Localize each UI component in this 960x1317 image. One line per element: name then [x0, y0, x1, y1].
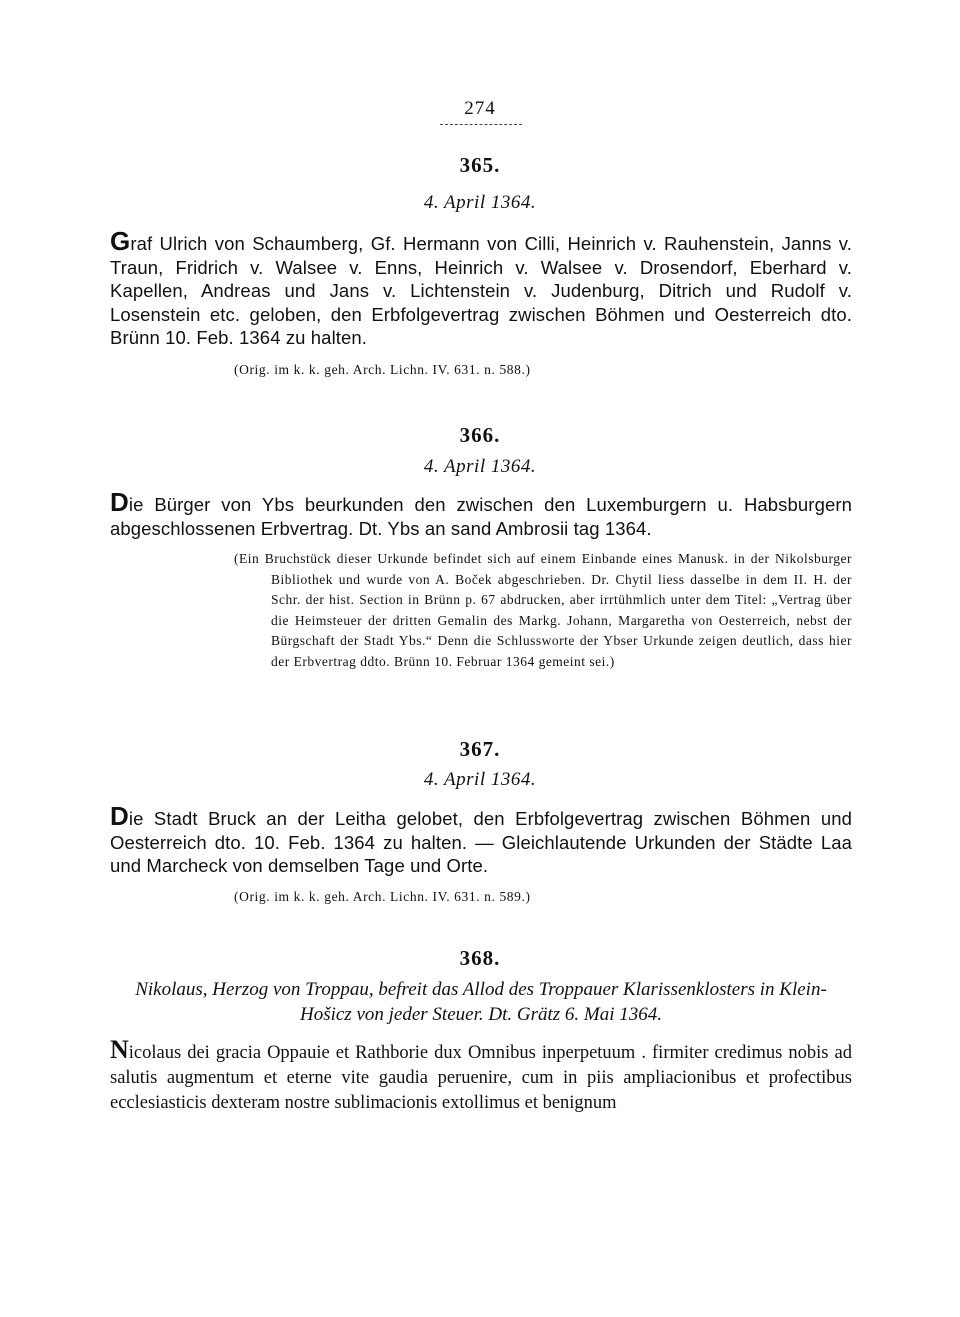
dropcap: D: [110, 801, 129, 831]
source-note-366: [234, 549, 852, 672]
entry-number-367: 367.: [459, 737, 501, 761]
entry-number-366: 366.: [459, 423, 501, 447]
entry-number-365: 365.: [459, 153, 501, 177]
page-number-rule: [440, 124, 522, 125]
page-number: 274: [464, 98, 496, 119]
entry-text-body: ie Stadt Bruck an der Leitha gelobet, den Erbfolgevertrag zwischen Böhmen und Oesterreich dto. 10. Feb. 1364 zu halten. — Gleichlautende Urkunden der Städte Laa und Marcheck von demselben Tage und Orte.: [110, 808, 852, 876]
source-note-365: (Orig. im k. k. geh. Arch. Lichn. IV. 631. n. 588.): [234, 362, 531, 377]
entry-date-365: 4. April 1364.: [423, 192, 537, 213]
entry-heading-368: Nikolaus, Herzog von Troppau, befreit das Allod des Troppauer Klarissenklosters in Klein-Hošicz von jeder Steuer. Dt. Grätz 6. Mai 1364.: [135, 979, 827, 1025]
entry-text-body: icolaus dei gracia Oppauie et Rathborie dux Omnibus inperpetuum . firmiter credimus nobis ad salutis augmentum et eterne vite gaudia peruenire, cum in piis ampliacionibus et profectibus ecclesiasticis dexteram nostre sublimacionis extollimus et benignum: [110, 1043, 852, 1113]
source-note-367: (Orig. im k. k. geh. Arch. Lichn. IV. 631. n. 589.): [234, 889, 531, 904]
entry-text-368: [110, 1035, 852, 1116]
entry-date-366: 4. April 1364.: [423, 456, 537, 477]
dropcap: N: [110, 1035, 129, 1064]
note-open-paren: (Ein: [234, 551, 260, 566]
entry-text-366: [110, 487, 852, 540]
dropcap: G: [110, 226, 131, 256]
entry-text-365: [110, 226, 852, 350]
entry-date-367: 4. April 1364.: [423, 769, 537, 790]
entry-text-body: raf Ulrich von Schaumberg, Gf. Hermann von Cilli, Heinrich v. Rauhenstein, Janns v. Traun, Fridrich v. Walsee v. Enns, Heinrich v. Walsee v. Drosendorf, Eberhard v. Kapellen, Andreas und Jans v. Lichtenstein v. Judenburg, Ditrich und Rudolf v. Losenstein etc. geloben, den Erbfolgevertrag zwischen Böhmen und Oesterreich dto. Brünn 10. Feb. 1364 zu halten.: [110, 233, 852, 348]
entry-number-368: 368.: [459, 946, 501, 970]
entry-text-body: ie Bürger von Ybs beurkunden den zwischen den Luxemburgern u. Habsburgern abgeschlossenen Erbvertrag. Dt. Ybs an sand Ambrosii tag 1364.: [110, 494, 852, 539]
note-body: Bruchstück dieser Urkunde befindet sich auf einem Einbande eines Manusk. in der Nikolsburger Bibliothek und wurde von A. Boček abgeschrieben. Dr. Chytil liess dasselbe in dem II. H. der Schr. der hist. Section in Brünn p. 67 abdrucken, aber irrtühmlich unter dem Titel: „Vertrag über die Heimsteuer der dritten Gemalin des Markg. Johann, Margaretha von Oesterreich, nebst der Bürgschaft der Stadt Ybs.“ Denn die Schlussworte der Ybser Urkunde zeigen deutlich, dass hier der Erbvertrag ddto. Brünn 10. Februar 1364 gemeint sei.): [264, 551, 852, 669]
dropcap: D: [110, 487, 129, 517]
entry-text-367: [110, 801, 852, 878]
